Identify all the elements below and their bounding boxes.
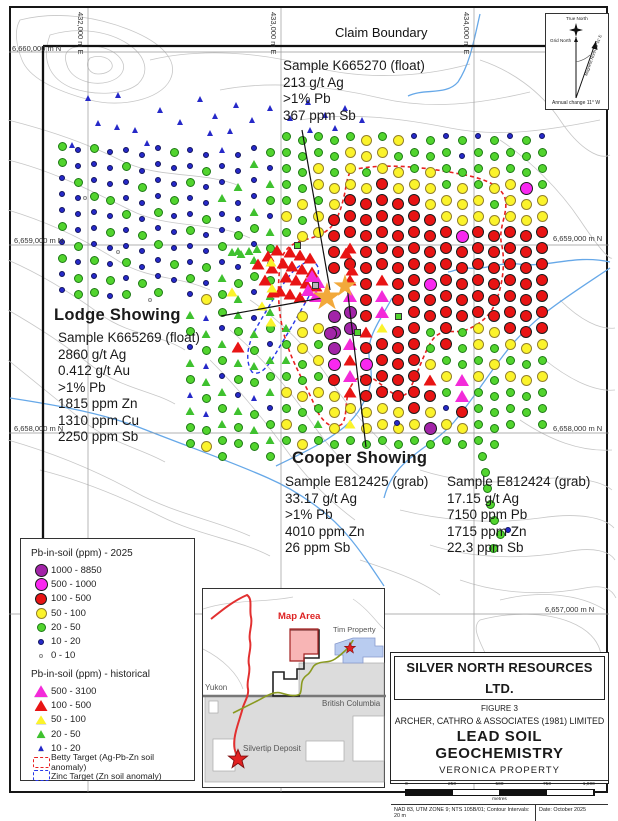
true-north-label: True North <box>566 16 588 21</box>
archer-cathro-line: ARCHER, CATHRO & ASSOCIATES (1981) LIMITED <box>394 716 605 726</box>
map-title: LEAD SOIL GEOCHEMISTRY <box>435 728 564 762</box>
hist-500-3100-swatch <box>34 685 48 697</box>
hist-100-500-swatch <box>35 700 48 711</box>
legend-item: 20 - 50 <box>31 620 186 634</box>
north-arrow-box <box>545 13 609 110</box>
pb-20-50-swatch <box>37 623 46 632</box>
pb-100-500-swatch <box>35 593 47 605</box>
legend-item: 500 - 1000 <box>31 577 186 591</box>
figure-number: FIGURE 3 <box>481 704 518 713</box>
pb-1000-8850-swatch <box>35 564 48 577</box>
legend-item: 20 - 50 <box>31 727 186 741</box>
scale-units-label: metres <box>492 797 507 802</box>
annotation-lodge-showing: Sample K665269 (float) 2860 g/t Ag 0.412 g/t Au >1% Pb 1815 ppm Zn 1310 ppm Cu 2250 ppm Sb <box>58 330 200 444</box>
datum-row <box>391 804 608 821</box>
magnetic-north-label: Magnetic North 19°41' E <box>583 33 603 77</box>
hist-50-100-swatch <box>36 715 47 724</box>
easting-label-434000: 434,000 m E <box>462 12 471 55</box>
scale-bar <box>405 789 595 796</box>
pb-500-1000-swatch <box>35 578 48 591</box>
claim-boundary-label: Claim Boundary <box>335 25 428 40</box>
easting-label-433000: 433,000 m E <box>269 12 278 55</box>
pb-0-10-swatch <box>39 654 43 658</box>
legend-title-2025: Pb-in-soil (ppm) - 2025 <box>31 548 133 559</box>
easting-label-432000: 432,000 m E <box>76 12 85 55</box>
scale-tick-labels: 0 250 500 750 1,000 <box>405 782 595 787</box>
pb-10-20-swatch <box>38 639 44 645</box>
zinc-target-swatch <box>33 770 50 781</box>
northing-label-6659000-right: 6,659,000 m N <box>553 234 603 243</box>
map-date: Date: October 2025 <box>535 805 608 821</box>
silvertip-deposit-label: Silvertip Deposit <box>243 744 301 753</box>
hist-10-20-swatch <box>38 745 44 751</box>
scale-bar-section <box>391 780 608 802</box>
annotation-cooper-e812424: Sample E812424 (grab) 17.15 g/t Ag 7150 ppm Pb 1715 ppm Zn 22.3 ppm Sb <box>447 474 591 555</box>
property-name: VERONICA PROPERTY <box>439 765 560 776</box>
map-area-polygon <box>290 629 318 661</box>
grid-north-label: Grid North <box>550 38 572 43</box>
annotation-sample-k665270: Sample K665270 (float) 213 g/t Ag >1% Pb 367 ppm Sb <box>283 58 425 123</box>
lodge-showing-heading: Lodge Showing <box>54 306 181 324</box>
datum-info: NAD 83, UTM ZONE 9; NTS 105B/01; Contour Intervals: 20 m <box>394 807 530 819</box>
company-name: SILVER NORTH RESOURCES LTD. <box>394 656 605 700</box>
legend-title-historical: Pb-in-soil (ppm) - historical <box>31 669 150 681</box>
title-block <box>390 652 609 819</box>
legend-item: 100 - 500 <box>31 698 186 712</box>
legend-item: 100 - 500 <box>31 592 186 606</box>
legend-item-zinc-target: Zinc Target (Zn soil anomaly) <box>31 769 186 783</box>
yukon-label: Yukon <box>205 683 228 692</box>
tim-property-area <box>335 638 383 663</box>
annotation-cooper-e812425: Sample E812425 (grab) 33.17 g/t Ag >1% Pb 4010 ppm Zn 26 ppm Sb <box>285 474 429 555</box>
legend-item: 50 - 100 <box>31 606 186 620</box>
true-north-star-icon <box>569 23 583 37</box>
map-area-label: Map Area <box>278 611 321 622</box>
legend-item: 1000 - 8850 <box>31 563 186 577</box>
legend-item-betty-target: Betty Target (Ag-Pb-Zn soil anomaly) <box>31 756 186 770</box>
annual-change-label: Annual change 11° W <box>552 100 601 106</box>
northing-label-6658000-left: 6,658,000 m N <box>14 424 64 433</box>
hist-20-50-swatch <box>37 730 46 738</box>
north-arrow-diagram <box>546 14 608 108</box>
tim-property-label: Tim Property <box>333 625 376 634</box>
northing-label-6660000: 6,660,000 m N <box>12 44 62 53</box>
legend-item: 10 - 20 <box>31 634 186 648</box>
showing-star-icon <box>312 282 342 312</box>
legend-box <box>20 538 195 781</box>
northing-label-6657000: 6,657,000 m N <box>545 605 595 614</box>
northing-label-6658000-right: 6,658,000 m N <box>553 424 603 433</box>
cooper-showing-heading: Cooper Showing <box>292 449 428 467</box>
legend-item: 50 - 100 <box>31 713 186 727</box>
british-columbia-label: British Columbia <box>322 699 381 708</box>
legend-item: 500 - 3100 <box>31 684 186 698</box>
northing-label-6659000-left: 6,659,000 m N <box>14 236 64 245</box>
legend-item: 10 - 20 <box>31 741 186 755</box>
legend-item: 0 - 10 <box>31 649 186 663</box>
pb-50-100-swatch <box>36 608 47 619</box>
betty-target-swatch <box>33 757 50 768</box>
